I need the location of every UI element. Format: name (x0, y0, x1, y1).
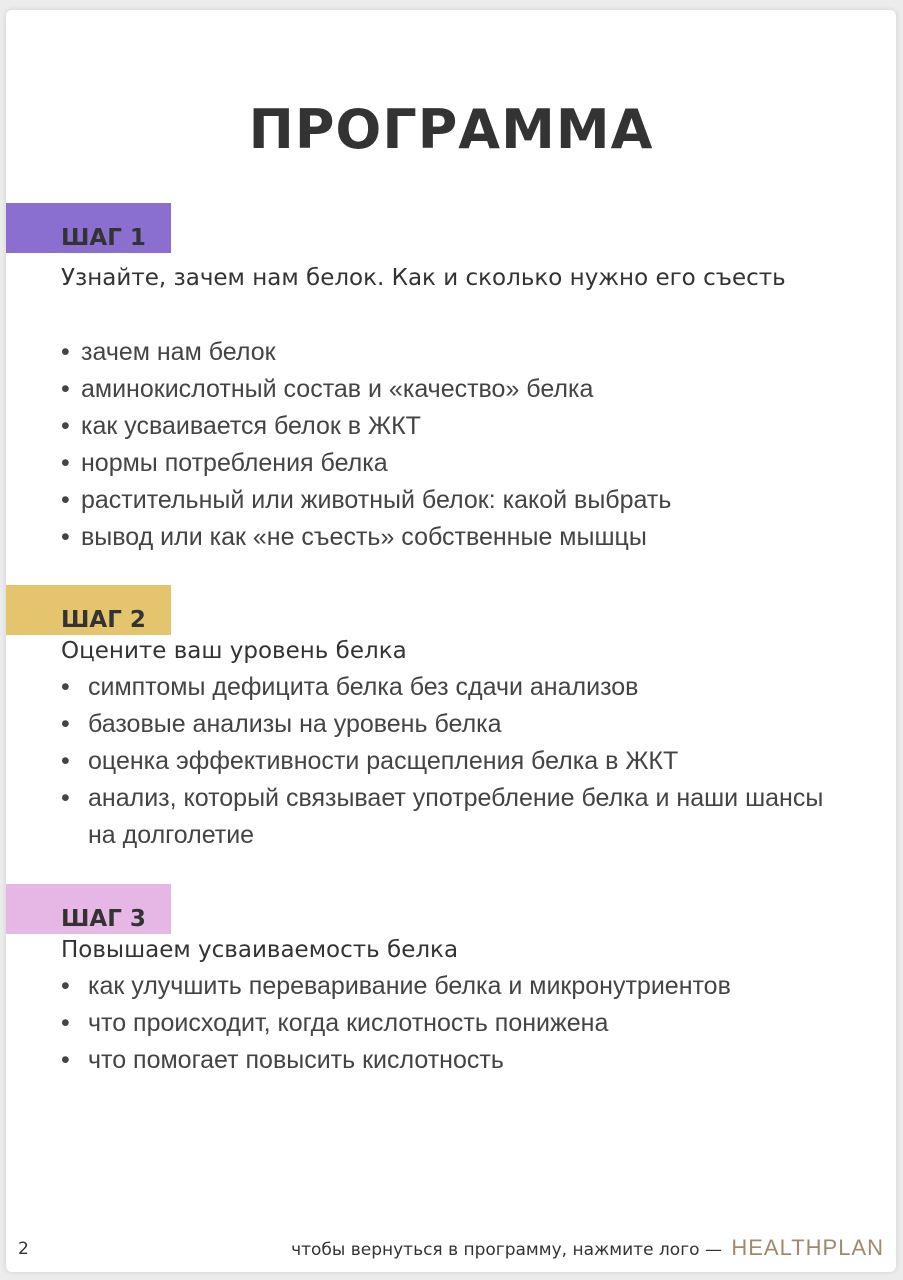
step-3-label: ШАГ 3 (61, 906, 146, 932)
bullet-icon: • (61, 486, 70, 514)
bullet-icon: • (61, 747, 70, 775)
step-2-heading: Оцените ваш уровень белка (61, 638, 407, 664)
bullet-icon: • (61, 972, 70, 1000)
bullet-icon: • (61, 673, 70, 701)
list-item: • зачем нам белок (61, 334, 851, 371)
footer-text: чтобы вернуться в программу, нажмите лого — (291, 1240, 722, 1260)
footer-note (291, 1235, 884, 1261)
list-item: • как улучшить переваривание белка и микронутриентов (61, 968, 851, 1005)
step-3-heading: Повышаем усваиваемость белка (61, 937, 459, 963)
step-1-list (61, 334, 851, 556)
list-item: • базовые анализы на уровень белка (61, 706, 851, 743)
list-item: • вывод или как «не съесть» собственные мышцы (61, 519, 851, 556)
bullet-icon: • (61, 412, 70, 440)
bullet-icon: • (61, 338, 70, 366)
bullet-icon: • (61, 1009, 70, 1037)
list-item: • аминокислотный состав и «качество» белка (61, 371, 851, 408)
bullet-icon: • (61, 710, 70, 738)
page-title: ПРОГРАММА (248, 98, 654, 161)
list-item: • что помогает повысить кислотность (61, 1042, 851, 1079)
bullet-icon: • (61, 784, 70, 812)
list-item: • симптомы дефицита белка без сдачи анализов (61, 669, 851, 706)
list-item: • анализ, который связывает употребление белка и наши шансы на долголетие (61, 780, 851, 854)
step-1-heading: Узнайте, зачем нам белок. Как и сколько нужно его съесть (61, 265, 786, 291)
step-2-label: ШАГ 2 (61, 607, 146, 633)
step-3-list (61, 968, 851, 1079)
list-item: • оценка эффективности расщепления белка в ЖКТ (61, 743, 851, 780)
bullet-icon: • (61, 523, 70, 551)
bullet-icon: • (61, 449, 70, 477)
bullet-icon: • (61, 1046, 70, 1074)
list-item: • как усваивается белок в ЖКТ (61, 408, 851, 445)
list-item: • что происходит, когда кислотность понижена (61, 1005, 851, 1042)
page-number: 2 (18, 1239, 29, 1259)
healthplan-logo[interactable]: HEALTHPLAN (731, 1235, 884, 1260)
list-item: • нормы потребления белка (61, 445, 851, 482)
document-page (6, 10, 896, 1272)
step-2-list (61, 669, 851, 854)
step-1-label: ШАГ 1 (61, 225, 146, 251)
list-item: • растительный или животный белок: какой выбрать (61, 482, 851, 519)
bullet-icon: • (61, 375, 70, 403)
